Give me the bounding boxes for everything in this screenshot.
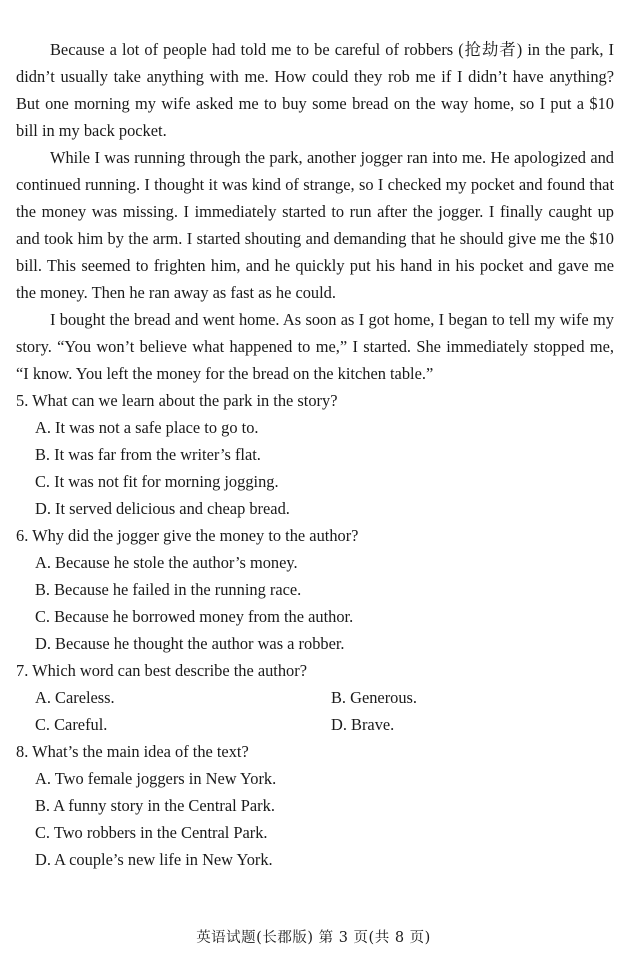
question-stem: 7. Which word can best describe the author?	[16, 661, 307, 680]
option-list	[16, 765, 614, 873]
passage-paragraph: I bought the bread and went home. As soon as I got home, I began to tell my wife my story. “You won’t believe what happened to me,” I started. She immediately stopped me, “I know. You left the money for the bread on the kitchen table.”	[16, 310, 614, 383]
option-c: C. It was not fit for morning jogging.	[35, 472, 279, 491]
question-8	[16, 738, 614, 873]
option-c: C. Two robbers in the Central Park.	[35, 823, 268, 842]
passage-paragraph: While I was running through the park, another jogger ran into me. He apologized and continued running. I thought it was kind of strange, so I checked my pocket and found that the money was missing. I immediately started to run after the jogger. I finally caught up and took him by the arm. I started shouting and demanding that he should give me the $10 bill. This seemed to frighten him, and he quickly put his hand in his pocket and gave me the money. Then he ran away as fast as he could.	[16, 148, 614, 302]
question-6	[16, 522, 614, 657]
option-list	[16, 549, 614, 657]
question-stem: 5. What can we learn about the park in the story?	[16, 391, 338, 410]
option-a: A. Because he stole the author’s money.	[35, 553, 298, 572]
option-d: D. Because he thought the author was a robber.	[35, 634, 345, 653]
option-b: B. Because he failed in the running race.	[35, 580, 302, 599]
option-c: C. Because he borrowed money from the author.	[35, 607, 354, 626]
option-list	[16, 684, 614, 738]
option-d: D. Brave.	[331, 715, 395, 734]
question-stem: 8. What’s the main idea of the text?	[16, 742, 249, 761]
question-stem: 6. Why did the jogger give the money to the author?	[16, 526, 359, 545]
reading-passage	[16, 36, 614, 387]
page-footer: 英语试题(长郡版) 第 3 页(共 8 页)	[196, 930, 431, 946]
passage-paragraph: Because a lot of people had told me to be careful of robbers (抢劫者) in the park, I didn’t usually take anything with me. How could they rob me if I didn’t have anything? But one morning my wife asked me to buy some bread on the way home, so I put a $10 bill in my back pocket.	[16, 40, 614, 140]
question-5	[16, 387, 614, 522]
option-list	[16, 414, 614, 522]
option-b: B. A funny story in the Central Park.	[35, 796, 275, 815]
option-a: A. Two female joggers in New York.	[35, 769, 277, 788]
option-b: B. It was far from the writer’s flat.	[35, 445, 261, 464]
option-b: B. Generous.	[331, 688, 418, 707]
option-a: A. It was not a safe place to go to.	[35, 418, 259, 437]
question-7	[16, 657, 614, 738]
option-d: D. A couple’s new life in New York.	[35, 850, 273, 869]
exam-page	[16, 36, 614, 873]
option-c: C. Careful.	[35, 715, 108, 734]
option-d: D. It served delicious and cheap bread.	[35, 499, 290, 518]
option-a: A. Careless.	[35, 688, 115, 707]
